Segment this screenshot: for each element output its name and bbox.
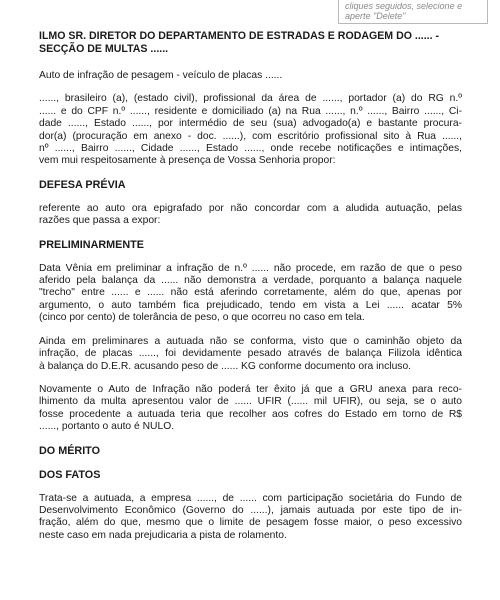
text-line: argumento, o auto também fica prejudicado, tendo em vista a Lei ...... acatar 5% <box>39 299 462 311</box>
text-line: nº ......, Bairro ......, Cidade ......, Estado ......, onde recebe notificações e intimações, <box>39 143 462 155</box>
text-line: dade ......, Estado ......, por intermédio de seu (sua) advogado(a) e bastante procura- <box>39 118 462 130</box>
text-line: Desenvolvimento Econômico (Governo do ......), jamais autuada por este tipo de in- <box>39 504 462 516</box>
heading-defesa-previa: DEFESA PRÉVIA <box>39 178 126 191</box>
text-line: à balança do D.E.R. acusando peso de ...... KG conforme documento ora incluso. <box>39 360 412 372</box>
preliminar-paragraph-2 <box>39 336 462 373</box>
text-line: "trecho" entre ...... e ...... não está aferindo corretamente, além do que, apenas por <box>39 287 462 299</box>
text-line: Trata-se a autuada, a empresa ......, de ...... com participação societária do Fundo de <box>39 492 462 504</box>
heading-dos-fatos: DOS FATOS <box>39 468 101 481</box>
heading-preliminarmente: PRELIMINARMENTE <box>39 238 144 251</box>
text-line: neste caso em nada prejudicaria a pista de rolamento. <box>39 529 287 541</box>
subject-line <box>39 70 462 82</box>
text-line: ......, portanto o auto é NULO. <box>39 421 175 433</box>
text-line: infração, de placas ......, foi devidamente pesado através de balança Filizola idêntica <box>39 348 462 360</box>
text-line: dor(a) (procuração em anexo - doc. ......), com escritório profissional sito à Rua ......, <box>39 130 462 142</box>
text-line: lhimento da multa apresentou valor de ...... UFIR (...... mil UFIR), ou seja, se o auto <box>39 396 462 408</box>
text-line: (cinco por cento) de tolerância de peso, o que ocorreu no caso em tela. <box>39 312 365 324</box>
title-line: SECÇÃO DE MULTAS ...... <box>39 43 169 55</box>
hint-line: aperte "Delete" <box>345 11 406 21</box>
hint-line: cliques seguidos, selecione e <box>345 1 463 11</box>
preliminar-paragraph-1 <box>39 263 462 325</box>
heading-do-merito: DO MÉRITO <box>39 444 100 457</box>
title-line: ILMO SR. DIRETOR DO DEPARTAMENTO DE ESTRADAS E RODAGEM DO ...... - <box>39 30 440 42</box>
text-line: fração, além do que, mesmo que o limite de pesagem fosse maior, o peso excessivo <box>39 517 462 529</box>
fatos-paragraph <box>39 493 462 543</box>
text-line: razões que passa a expor: <box>39 215 161 227</box>
text-line: aferido pela balança da ...... não demonstra a verdade, porquanto a balança naquele <box>39 275 462 287</box>
document-title <box>39 30 462 56</box>
text-line: Auto de infração de pesagem - veículo de placas ...... <box>39 70 283 81</box>
preliminar-paragraph-3 <box>39 384 462 434</box>
text-line: fosse procedente a autuada teria que recolher aos cofres do Estado em torno de R$ <box>39 408 462 420</box>
text-line: Data Vênia em preliminar a infração de n.º ...... não procede, em razão de que o peso <box>39 262 462 274</box>
instruction-hint-box <box>338 0 488 24</box>
text-line: Novamente o Auto de Infração não poderá ter êxito já que a GRU anexa para reco- <box>39 383 462 395</box>
text-line: ...... e do CPF n.º ......, residente e domiciliado (a) na Rua ......, n.º ......, Bairro ......, Ci- <box>39 105 462 117</box>
text-line: ......, brasileiro (a), (estado civil), profissional da área de ......, portador (a) do RG n.º <box>39 93 462 105</box>
document-body <box>39 30 462 553</box>
text-line: vem mui respeitosamente à presença de Vossa Senhoria propor: <box>39 155 336 167</box>
text-line: Ainda em preliminares a autuada não se conforma, visto que o caminhão objeto da <box>39 335 462 347</box>
text-line: referente ao auto ora epigrafado por não concordar com a aludida autuação, pelas <box>39 202 462 214</box>
intro-paragraph <box>39 93 462 167</box>
defesa-paragraph <box>39 203 462 228</box>
